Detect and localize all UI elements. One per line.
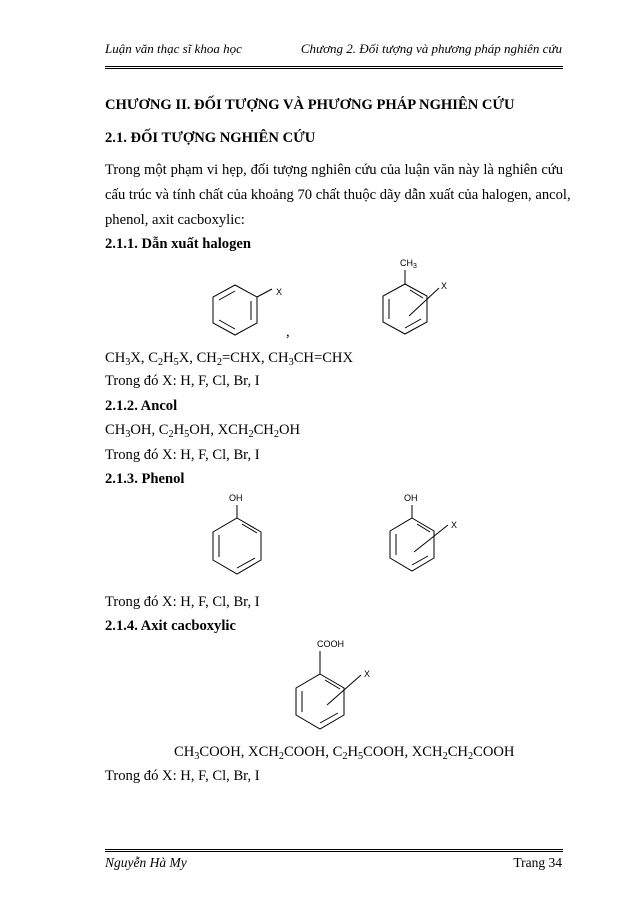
struct-label-oh: OH <box>229 493 243 503</box>
chapter-title: CHƯƠNG II. ĐỐI TƯỢNG VÀ PHƯƠNG PHÁP NGHIÊN CỨU <box>105 97 515 113</box>
phenol-title: 2.1.3. Phenol <box>105 471 185 487</box>
methyl-benzene-x-structure <box>375 254 465 344</box>
intro-line-3: phenol, axit cacboxylic: <box>105 212 245 228</box>
axit-title: 2.1.4. Axit cacboxylic <box>105 618 236 634</box>
halogen-note: Trong đó X: H, F, Cl, Br, I <box>105 373 260 389</box>
struct-label-x: X <box>451 520 458 530</box>
halogen-title: 2.1.1. Dẫn xuất halogen <box>105 236 251 252</box>
axit-formulas: $CH_3COOH$, $XCH_2COOH$, $C_2H_5COOH$, $XCH_2CH_2COOH$ <box>174 744 515 763</box>
struct-label-x: X <box>276 287 283 297</box>
ancol-formulas: $CH_3OH$, $C_2H_5OH$, $XCH_2CH_2OH$ <box>105 422 301 441</box>
footer-rule <box>105 849 563 852</box>
struct-label-x: X <box>364 669 371 679</box>
ancol-note: Trong đó X: H, F, Cl, Br, I <box>105 447 260 463</box>
header-right: Chương 2. Đối tượng và phương pháp nghiên cứu <box>300 41 562 56</box>
header-rule <box>105 66 563 69</box>
halogen-formulas: $CH_3X$, $C_2H_5X$, $CH_2=CHX$, $CH_3CH=CHX$ <box>105 350 354 369</box>
phenol-note: Trong đó X: H, F, Cl, Br, I <box>105 594 260 610</box>
struct-label-oh: OH <box>404 493 418 503</box>
intro-line-2: cấu trúc và tính chất của khoảng 70 chất thuộc dãy dẫn xuất của halogen, ancol, <box>105 187 571 203</box>
section-title: 2.1. ĐỐI TƯỢNG NGHIÊN CỨU <box>105 130 316 146</box>
struct-label-x: X <box>441 281 448 291</box>
axit-note: Trong đó X: H, F, Cl, Br, I <box>105 768 260 784</box>
header-left: Luận văn thạc sĩ khoa học <box>105 41 242 56</box>
substituted-phenol-structure <box>378 492 468 582</box>
phenol-structure <box>205 492 275 582</box>
struct-label-cooh: COOH <box>317 639 344 649</box>
benzoic-acid-structure <box>285 637 385 737</box>
footer-page-number: Trang 34 <box>513 855 562 870</box>
struct-label-ch3: $CH_3$ <box>400 258 417 270</box>
intro-line-1: Trong một phạm vi hẹp, đối tượng nghiên cứu của luận văn này là nghiên cứu <box>105 162 563 178</box>
benzene-x-structure <box>210 285 283 345</box>
structure-separator: , <box>286 324 290 340</box>
ancol-title: 2.1.2. Ancol <box>105 398 178 414</box>
footer-author: Nguyễn Hà My <box>105 855 187 870</box>
